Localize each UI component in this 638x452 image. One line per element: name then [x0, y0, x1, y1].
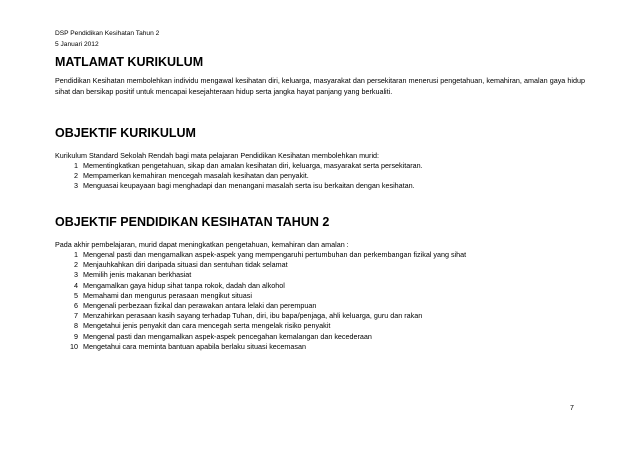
header-title: DSP Pendidikan Kesihatan Tahun 2 [55, 30, 160, 37]
list-item-text: Menzahirkan perasaan kasih sayang terhadap Tuhan, diri, ibu bapa/penjaga, ahli keluarga, guru dan rakan [83, 311, 423, 321]
list-item-number: 8 [74, 321, 78, 331]
list-item [55, 270, 585, 280]
list-item [55, 171, 585, 181]
section-title-matlamat: MATLAMAT KURIKULUM [55, 55, 204, 69]
objektif-kurikulum-list [55, 161, 585, 192]
list-item-number: 1 [74, 161, 78, 170]
list-item-text: Menguasai keupayaan bagi menghadapi dan menangani masalah serta isu berkaitan dengan kesihatan. [83, 181, 415, 191]
list-item [55, 181, 585, 191]
list-item-text: Mementingkatkan pengetahuan, sikap dan amalan kesihatan diri, keluarga, masyarakat serta persekitaran. [83, 161, 423, 170]
section-matlamat [55, 55, 585, 97]
list-item-text: Memilih jenis makanan berkhasiat [83, 270, 192, 280]
list-item [55, 260, 585, 270]
list-item-number: 6 [74, 301, 78, 311]
list-item-number: 3 [74, 270, 78, 280]
list-item [55, 321, 585, 331]
matlamat-paragraph: Pendidikan Kesihatan membolehkan individu mengawal kesihatan diri, keluarga, masyarakat dan persekitaran menerusi pengetahuan, kemahiran, amalan gaya hidup sihat dan bersikap positif untuk mencapai kesejahteraan hidup serta jangka hayat panjang yang berkualiti. [55, 76, 585, 96]
document-header [55, 28, 159, 50]
list-item [55, 332, 585, 342]
list-item-text: Mengenal pasti dan mengamalkan aspek-aspek pencegahan kemalangan dan kecederaan [83, 331, 372, 341]
list-item-number: 9 [74, 331, 78, 341]
list-item-number: 2 [74, 260, 78, 270]
section-objektif-kurikulum [55, 126, 585, 192]
section-title-objektif-kurikulum: OBJEKTIF KURIKULUM [55, 126, 196, 140]
list-item [55, 301, 585, 311]
list-item-text: Memahami dan mengurus perasaan mengikut situasi [83, 290, 252, 300]
list-item-number: 1 [74, 250, 78, 259]
list-item-text: Mempamerkan kemahiran mencegah masalah kesihatan dan penyakit. [83, 171, 309, 181]
list-item-text: Mengetahui cara meminta bantuan apabila berlaku situasi kecemasan [83, 341, 306, 351]
list-item-number: 5 [74, 290, 78, 300]
objektif-kurikulum-intro: Kurikulum Standard Sekolah Rendah bagi mata pelajaran Pendidikan Kesihatan membolehkan murid: [55, 151, 380, 160]
list-item-number: 7 [74, 311, 78, 321]
list-item [55, 291, 585, 301]
list-item-number: 10 [70, 341, 78, 351]
list-item-text: Menjauhkahkan diri daripada situasi dan sentuhan tidak selamat [83, 260, 288, 270]
list-item-number: 3 [74, 181, 78, 191]
list-item-number: 2 [74, 171, 78, 181]
section-objektif-tahun2 [55, 215, 585, 352]
page-number: 7 [570, 405, 574, 412]
list-item-number: 4 [74, 280, 78, 290]
objektif-tahun2-list [55, 250, 585, 352]
list-item-text: Mengamalkan gaya hidup sihat tanpa rokok, dadah dan alkohol [83, 280, 285, 290]
list-item [55, 250, 585, 260]
header-date: 5 Januari 2012 [55, 41, 99, 48]
list-item-text: Mengenal pasti dan mengamalkan aspek-aspek yang mempengaruhi pertumbuhan dan perkembangan fizikal yang sihat [83, 250, 467, 259]
list-item-text: Mengenali perbezaan fizikal dan perawakan antara lelaki dan perempuan [83, 301, 317, 311]
section-title-objektif-tahun2: OBJEKTIF PENDIDIKAN KESIHATAN TAHUN 2 [55, 215, 330, 229]
list-item [55, 311, 585, 321]
list-item-text: Mengetahui jenis penyakit dan cara mencegah serta mengelak risiko penyakit [83, 321, 331, 331]
list-item [55, 342, 585, 352]
list-item [55, 281, 585, 291]
objektif-tahun2-intro: Pada akhir pembelajaran, murid dapat meningkatkan pengetahuan, kemahiran dan amalan : [55, 240, 349, 249]
list-item [55, 161, 585, 171]
